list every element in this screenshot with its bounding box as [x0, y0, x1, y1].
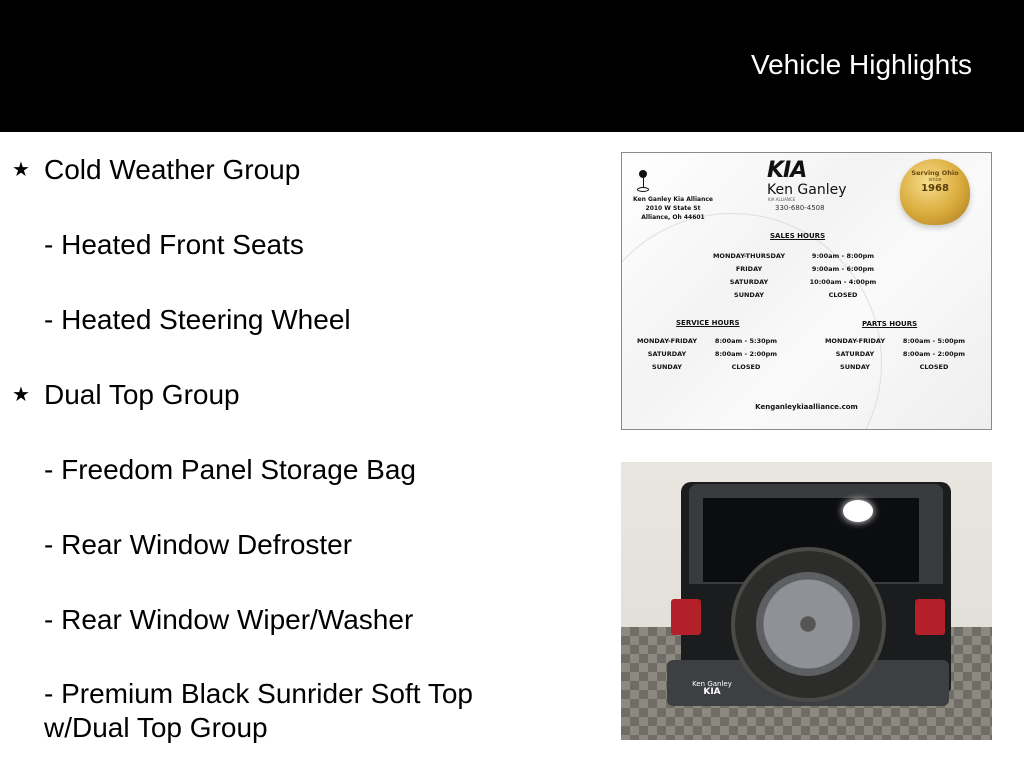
vehicle-photo: [621, 462, 992, 740]
feature-item-label: - Heated Front Seats: [44, 229, 304, 260]
dealer-phone: 330-680-4508: [775, 204, 825, 212]
hours-day: SUNDAY: [734, 291, 764, 299]
hours-time: CLOSED: [919, 363, 949, 371]
hours-day: SUNDAY: [840, 363, 870, 371]
page-title: Vehicle Highlights: [750, 49, 972, 80]
hours-day: SUNDAY: [652, 363, 682, 371]
badge-line1: Serving Ohio: [911, 169, 959, 177]
feature-item-label: - Rear Window Wiper/Washer: [44, 604, 414, 635]
dealer-brand: Ken Ganley: [767, 182, 847, 198]
hours-day: MONDAY-THURSDAY: [712, 252, 786, 260]
hours-day: MONDAY-FRIDAY: [824, 337, 886, 345]
hours-day: SATURDAY: [835, 350, 875, 358]
badge-line2: since: [928, 177, 942, 183]
spare-wheel-rim: [756, 572, 860, 676]
star-bullet-icon: ★: [12, 159, 30, 181]
location-pin-icon: [636, 170, 650, 196]
ceiling-light-reflection: [843, 500, 873, 522]
background-swoosh: [621, 213, 882, 430]
hours-time: 8:00am - 2:00pm: [902, 350, 966, 358]
feature-group-label: Cold Weather Group: [44, 154, 301, 185]
feature-item-label: - Freedom Panel Storage Bag: [44, 454, 416, 485]
hours-time: 9:00am - 6:00pm: [811, 265, 875, 273]
serving-since-badge: [900, 159, 970, 225]
service-hours-table: [628, 335, 786, 374]
dealer-plate-frame: [689, 680, 735, 704]
hours-time: 8:00am - 5:00pm: [902, 337, 966, 345]
plate-line1: Ken Ganley: [692, 680, 732, 688]
left-taillight: [671, 599, 701, 635]
feature-item-label: - Rear Window Defroster: [44, 529, 353, 560]
hours-day: MONDAY-FRIDAY: [636, 337, 698, 345]
hours-day: FRIDAY: [735, 265, 763, 273]
hours-time: CLOSED: [731, 363, 761, 371]
star-bullet-icon: ★: [12, 384, 30, 406]
hours-time: CLOSED: [828, 291, 858, 299]
dealer-brand-sub: KIA ALLIANCE: [768, 197, 796, 202]
hours-time: 8:00am - 5:30pm: [714, 337, 778, 345]
sales-hours-title: SALES HOURS: [770, 232, 826, 240]
kia-logo: KIA: [767, 158, 807, 183]
right-taillight: [915, 599, 945, 635]
hours-time: 9:00am - 8:00pm: [811, 252, 875, 260]
feature-item-label: - Heated Steering Wheel: [44, 304, 351, 335]
sales-hours-table: [700, 250, 888, 302]
plate-line2: KIA: [703, 687, 721, 697]
hours-time: 10:00am - 4:00pm: [809, 278, 877, 286]
address-name: Ken Ganley Kia Alliance: [633, 196, 713, 203]
dealer-address: [630, 195, 716, 222]
parts-hours-table: [816, 335, 974, 374]
hours-day: SATURDAY: [647, 350, 687, 358]
feature-item-label: - Premium Black Sunrider Soft Top w/Dual Top Group: [44, 678, 473, 743]
address-street: 2010 W State St: [645, 205, 701, 212]
service-hours-title: SERVICE HOURS: [676, 319, 740, 327]
parts-hours-title: PARTS HOURS: [862, 320, 918, 328]
hours-day: SATURDAY: [729, 278, 769, 286]
address-city: Alliance, Oh 44601: [641, 214, 705, 221]
dealer-info-image: [621, 152, 992, 430]
badge-year: 1968: [921, 183, 949, 194]
header-bar: [0, 0, 1024, 132]
feature-group-label: Dual Top Group: [44, 379, 240, 410]
hours-time: 8:00am - 2:00pm: [714, 350, 778, 358]
dealer-website: Kenganleykiaalliance.com: [755, 403, 858, 411]
